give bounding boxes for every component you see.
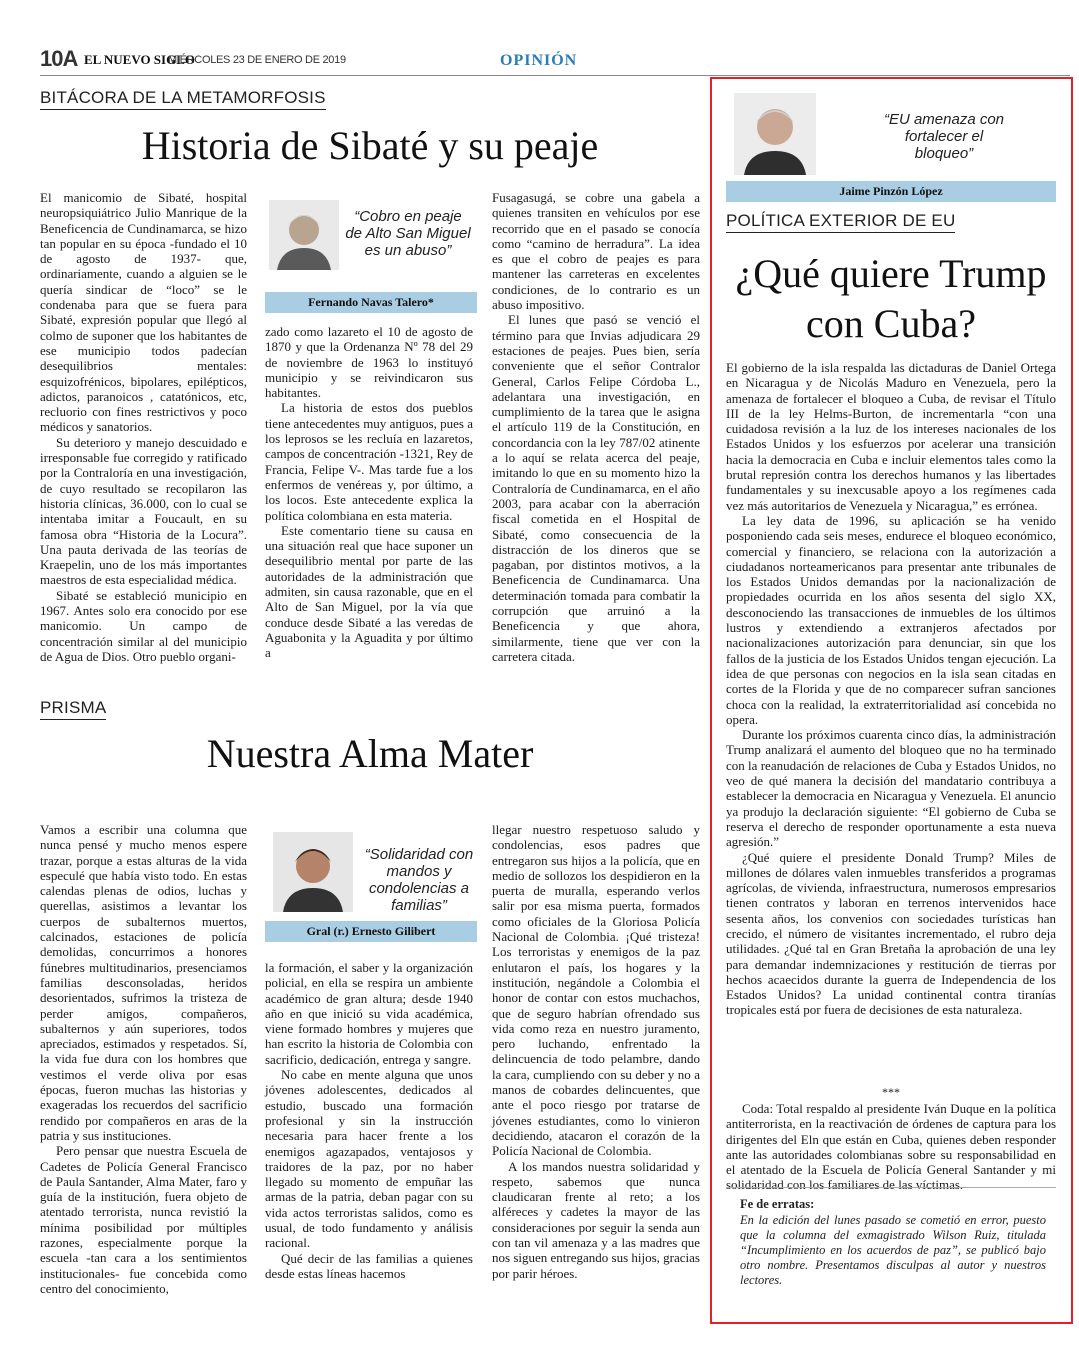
article3-coda-text: Coda: Total respaldo al presidente Iván Duque en la política antiterrorista, en la reactivación de órdenes de captura para los dirigentes del Eln que están en Cuba, quienes deben responder ante las autoridades colombianas sobre su responsabilidad en el atentado de la Escuela de Policía General Santander y mi solidaridad con los familiares de las víctimas. [726,1101,1056,1193]
article1-col2-p1: zado como lazareto el 10 de agosto de 1870 y que la Ordenanza Nº 78 del 29 de noviembre de 1963 lo instituyó municipio y se reivindicaron sus habitantes. [265,324,473,401]
errata-rule [726,1187,1056,1188]
newspaper-name: EL NUEVO SIGLO [84,52,195,67]
article1-author-box [265,196,477,314]
article2-col3-p2: A los mandos nuestra solidaridad y respeto, sabemos que nunca claudicaran frente al reto; a los alféreces y cadetes la mayor de las consideraciones por seguir la senda aun con tan vil amenaza y a las madres que nos siguen entregando sus hijos, gracias por parir héroes. [492,1158,700,1281]
article2-kicker: PRISMA [40,698,106,720]
author-photo [734,93,816,175]
article2-col1-p2: Pero pensar que nuestra Escuela de Cadetes de Policía General Francisco de Paula Santander, Alma Mater, faro y guía de la institución, fuera objeto de atentado terrorista, nunca revistió la mínima posibilidad por múltiples razones, especialmente porque la escuela -tan cara a los sentimientos institucionales- fue concebida como centro del conocimiento, [40,1143,247,1296]
portrait-icon [734,93,816,175]
article1-col3-p2: El lunes que pasó se venció el término para que Invias adjudicara 29 estaciones de peajes. Pues bien, sería conveniente que el señor Contralor General, Carlos Felipe Córdoba L., adelantara una investigación, en cumplimiento de la tarea que le asigna el artículo 119 de la Constitución, en concordancia con la ley 787/02 atinente a lo aquí se relata acerca del peaje, imitando lo que en su momento hizo la Contraloría de Cundinamarca, en el año 2003, para acabar con la aberración fiscal cometida en el Hospital de Sibaté, como consecuencia de la distracción de los dineros que se pagaban, por distintos motivos, a la Beneficencia de Cundinamarca. Una determinación tomada para combatir la corrupción que arruinó a la Beneficencia y que ahora, similarmente, tiene que ver con la carretera citada. [492,312,700,664]
article2-col2-p3: Qué decir de las familias a quienes desde estas líneas hacemos [265,1250,473,1281]
article3-coda [726,1101,1056,1193]
page-number: 10A [40,46,78,71]
article1-col2-p3: Este comentario tiene su causa en una situación real que hace suponer un desequilibrio mental por parte de las autoridades de la administración que admiten, sin causa razonable, que en el Alto de San Miguel, por la vía que conduce desde Sibaté a las veredas de Aguabonita y la Aguadita y por último a [265,522,473,661]
article3-p2: La ley data de 1996, su aplicación se ha venido posponiendo cada seis meses, endurece el bloqueo económico, comercial y financiero, se relaciona con la autorización a ciudadanos norteamericanos para presentar ante tribunales de los Estados Unidos demandas por la nacionalización de propiedades ocurrida en los años sesenta del siglo XX, desconociendo las transacciones de inmuebles de los últimos lustros y extendiendo a extranjeros afectados por nacionalizaciones autorización para denunciar, sin que los fallos de la justicia de los Estados Unidos tengan ejecución. La idea de que personas con negocios en la isla sean citadas en cortes de la Florida y que de no comparecer sufran sanciones choca con la realidad, la extraterritorialidad así concebida no opera. [726,512,1056,727]
issue-date: MIÉRCOLES 23 DE ENERO DE 2019 [168,54,346,66]
article1-kicker: BITÁCORA DE LA METAMORFOSIS [40,88,326,110]
article2-column-1 [40,822,247,1302]
article1-column-3 [492,190,700,690]
article1-col3-p1: Fusagasugá, se cobre una gabela a quienes transiten en vehículos por ese recorrido que en el pasado se conocía como “camino de herradura”. La idea es que el cobro de peajes es para mantener las carreteras en excelentes condiciones, de lo contrario es un abuso impositivo. [492,190,700,313]
section-title: OPINIÓN [500,52,578,69]
article1-headline: Historia de Sibaté y su peaje [141,123,599,168]
article2-col2-p1: la formación, el saber y la organización policial, en ella se respira un ambiente académico de gran altura; desde 1940 año en que inició su vida académica, viene formado hombres y mujeres que han escrito la historia de Colombia con sacrificio, dedicación, entrega y sangre. [265,960,473,1067]
article2-headline: Nuestra Alma Mater [206,731,534,776]
article2-quote: “Solidaridad con mandos y condolencias a familias” [364,846,474,914]
article3-author: Jaime Pinzón López [726,181,1056,202]
author-photo [269,200,339,270]
portrait-icon [269,200,339,270]
article1-col1-p1: El manicomio de Sibaté, hospital neuropsiquiátrico Julio Manrique de la Beneficencia de Cundinamarca, se hizo tan popular en su época -fundado el 10 de agosto de 1937- que, ordinariamente, cuando a alguien se le quería sindicar de “loco” se le condenaba para que se fuera para Sibaté, expresión popular que llegó al colmo de suponer que los habitantes de ese municipio todos padecían desequilibrios mentales: esquizofrénicos, bipolares, epilépticos, adictos, paranoicos , catatónicos, etc, recluorio con fines restrictivos y poco médicos y sanatorios. [40,190,247,435]
article3-quote: “EU amenaza con fortalecer el bloqueo” [883,111,1005,162]
article3-author-box [726,93,1056,203]
errata-title: Fe de erratas: [740,1197,815,1211]
separator: *** [882,1085,900,1099]
article2-author: Gral (r.) Ernesto Gilibert [265,921,477,942]
article1-column-2 [265,324,473,690]
errata-text: En la edición del lunes pasado se cometió en error, puesto que la columna del exmagistrado Wilson Ruiz, titulada “Incumplimiento en los acuerdos de paz”, se publicó bajo otro nombre. Presentamos disculpas al autor y nuestros lectores. [740,1213,1046,1287]
article3-body [726,360,1056,1080]
article1-col1-p2: Su deterioro y manejo descuidado e irresponsable fue corregido y ratificado por la Contraloría en una investigación, de cuyo resultado se recopilaron las historia clínicas, 36.000, con lo cual se intentaba imitar a Foucault, en su famosa obra “Historia de la Locura”. Una pauta derivada de las teorías de Kraepelin, uno de los más importantes maestros de esta especialidad médica. [40,434,247,588]
article2-col1-p1: Vamos a escribir una columna que nunca pensé y mucho menos espere trazar, porque a estas alturas de la vida especulé que había visto todo. En estas calendas plenas de odios, luchas y querellas, asistimos a levantar los cuerpos de subalternos muertos, calcinados, estaciones de policía demolidas, concurrimos a honores fúnebres multitudinarios, presenciamos familias desconsoladas, heridos desorientados, sufrimos la tristeza de perder amigos, compañeros, subalternos y aún superiores, todos apreciados, estimados y respetados. Sí, la vida fue dura con los hombres que vestimos el verde oliva por esas épocas, fueron muchas las historias y exageradas los recuerdos del sacrificio rendido por compañeros en aras de la patria y sus instituciones. [40,822,247,1143]
author-photo [273,832,353,912]
article1-column-1 [40,190,247,690]
portrait-icon [273,832,353,912]
article1-author: Fernando Navas Talero* [265,292,477,313]
article2-col2-p2: No cabe en mente alguna que unos jóvenes adolescentes, dedicados al estudio, buscado una formación profesional y sin la instrucción necesaria para hacer frente a los enemigos agazapados, ventajosos y traidores de la paz, por no haber llegado su momento de empuñar las armas de la patria, deban pagar con su vida actos terroristas salidos, como es usual, de todo fundamento y análisis racional. [265,1067,473,1251]
article2-column-3 [492,822,700,1302]
article1-col1-p3: Sibaté se estableció municipio en 1967. Antes solo era conocido por ese manicomio. Un campo de concentración similar al del municipio de Agua de Dios. Otro pueblo organi- [40,587,247,664]
article2-author-box [265,828,477,946]
article2-column-2 [265,960,473,1302]
article3-kicker: POLÍTICA EXTERIOR DE EU [726,211,955,233]
article1-col2-p2: La historia de estos dos pueblos tiene antecedentes muy antiguos, pues a los leprosos se les recluía en lazaretos, campos de concentración -1321, Rey de Francia, Felipe V-. Mas tarde fue a los enfermos de venéreas y, por último, a los locos. Este antecedente explica la política colombiana en esta materia. [265,400,473,523]
header-rule [40,75,1070,76]
article3-p1: El gobierno de la isla respalda las dictaduras de Daniel Ortega en Nicaragua y de Nicolás Maduro en Venezuela, pero la amenaza de fortalecer el bloqueo a Cuba, de revisar el Título III de la ley Helms-Burton, de incrementarla “con una cuidadosa revisión a la luz de los intereses nacionales de los Estados Unidos y los esfuerzos por acelerar una transición hacia la democracia en Cuba e incluir elementos tales como la brutal represión contra los derechos humanos y las libertades fundamentales y su inexcusable apoyo a los regímenes cada vez más autoritarios de Venezuela y Nicaragua,” es errónea. [726,360,1056,513]
highlight-box [710,77,1073,1324]
article1-quote: “Cobro en peaje de Alto San Miguel es un abuso” [345,208,471,259]
article3-p4: ¿Qué quiere el presidente Donald Trump? Miles de millones de dólares valen inmuebles transferidos a programas agrícolas, de vivienda, infraestructura, numerosos empresarios tienen contratos y laboran en terrenos intervenidos hace sesenta años, los convenios con sociedades turísticas han crecido, el número de visitantes incrementado, el rubro deja utilidades. ¿Qué tal en Gran Bretaña la aprobación de una ley para demandar indemnizaciones y restitución de tierras por hechos acaecidos durante la guerra de Independencia de los Estados Unidos? La unidad continental contra tiranías tropicales está por fuera de decisiones de esta naturaleza. [726,849,1056,1018]
article3-p3: Durante los próximos cuarenta cinco días, la administración Trump analizará el aumento del bloqueo que no ha terminado con la reanudación de relaciones de Cuba y Estados Unidos, no veo de qué manera la decisión del mandatario contribuya a establecer la democracia en Nicaragua y Venezuela. El anuncio ya produjo la declaración siguiente: “El gobierno de Cuba se reserva el derecho de responder oportunamente a esta nueva agresión.” [726,727,1056,850]
article2-col3-p1: llegar nuestro respetuoso saludo y condolencias, esos padres que entregaron sus hijos a la policía, que en medio de sollozos los despidieron en la puerta de muralla, esperando verlos salir por esa misma puerta, formados como oficiales de la Gloriosa Policía Nacional de Colombia. ¡Qué tristeza! Los terroristas y enemigos de la paz enlutaron el país, los hogares y la institución, negándole a Colombia el honor de contar con estos muchachos, que de seguro habrían ofrendado sus vida como reza en nuestro juramento, pero luchando, enfrentado la delincuencia de todo pelambre, dando la cara, cumpliendo con su deber y no a manos de cobardes delincuentes, que ante el poco riesgo por tratarse de jóvenes estudiantes, como lo vinieron decidiendo, atacaron el corazón de la Policía Nacional de Colombia. [492,822,700,1159]
article3-headline: ¿Qué quiere Trump con Cuba? [735,251,1047,346]
